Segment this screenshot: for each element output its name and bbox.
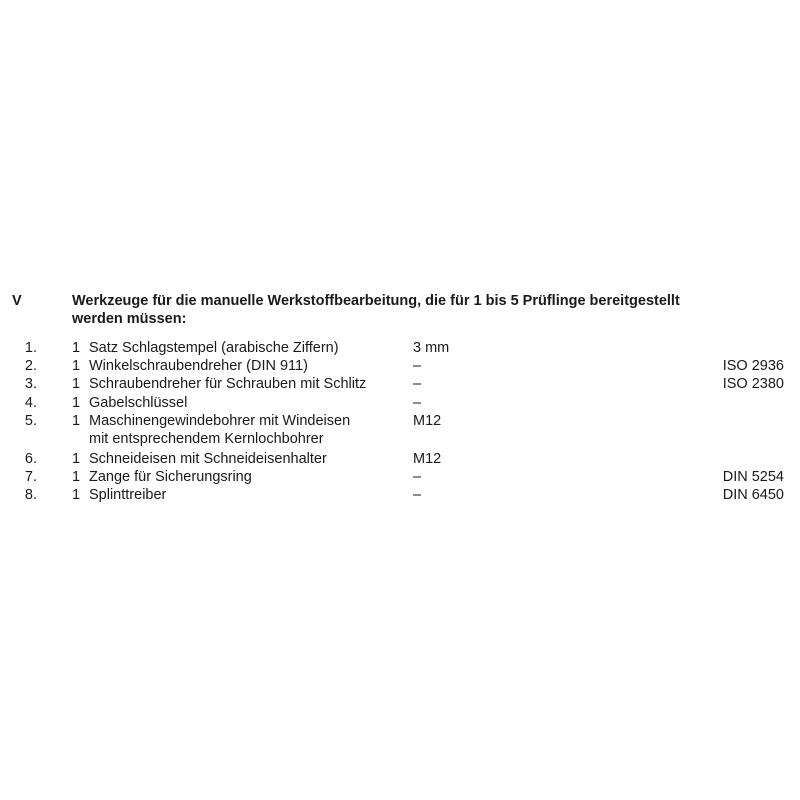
item-quantity: 1: [72, 413, 81, 429]
list-item: [0, 339, 800, 357]
item-number: 7.: [24, 469, 37, 485]
item-number: 8.: [24, 487, 37, 503]
section-letter: V: [12, 293, 22, 309]
item-description: Schraubendreher für Schrauben mit Schlitz: [89, 376, 367, 392]
item-quantity: 1: [72, 487, 81, 503]
item-description: Splinttreiber: [89, 487, 167, 503]
item-description: Gabelschlüssel: [89, 395, 188, 411]
item-quantity: 1: [72, 395, 81, 411]
list-item: [0, 394, 800, 412]
list-item: [0, 450, 800, 468]
item-description: Maschinengewindebohrer mit Windeisen: [89, 413, 351, 429]
list-item: [0, 468, 800, 486]
item-number: 4.: [24, 395, 37, 411]
item-size: M12: [413, 451, 442, 467]
item-size: –: [413, 376, 422, 392]
item-description: Schneideisen mit Schneideisenhalter: [89, 451, 327, 467]
list-item: [0, 357, 800, 375]
list-item: [0, 375, 800, 393]
item-quantity: 1: [72, 340, 81, 356]
item-description: Zange für Sicherungsring: [89, 469, 252, 485]
list-item: [0, 486, 800, 504]
item-number: 5.: [24, 413, 37, 429]
item-number: 1.: [24, 340, 37, 356]
section-title: [72, 292, 752, 328]
item-quantity: 1: [72, 358, 81, 374]
item-size: –: [413, 469, 422, 485]
section-title-line-2: werden müssen:: [72, 311, 187, 327]
item-standard: ISO 2936: [722, 358, 784, 374]
item-size: –: [413, 358, 422, 374]
item-size: 3 mm: [413, 340, 450, 356]
item-standard: ISO 2380: [722, 376, 784, 392]
item-quantity: 1: [72, 469, 81, 485]
item-number: 6.: [24, 451, 37, 467]
item-size: M12: [413, 413, 442, 429]
item-description: Satz Schlagstempel (arabische Ziffern): [89, 340, 339, 356]
item-standard: DIN 6450: [722, 487, 784, 503]
item-quantity: 1: [72, 451, 81, 467]
item-size: –: [413, 395, 422, 411]
item-description: Winkelschraubendreher (DIN 911): [89, 358, 308, 374]
item-quantity: 1: [72, 376, 81, 392]
item-number: 2.: [24, 358, 37, 374]
section-title-line-1: Werkzeuge für die manuelle Werkstoffbearbeitung, die für 1 bis 5 Prüflinge bereitgestellt: [72, 293, 680, 309]
item-number: 3.: [24, 376, 37, 392]
item-standard: DIN 5254: [722, 469, 784, 485]
item-description-continued: mit entsprechendem Kernlochbohrer: [89, 431, 324, 447]
item-size: –: [413, 487, 422, 503]
list-item: [0, 412, 800, 448]
